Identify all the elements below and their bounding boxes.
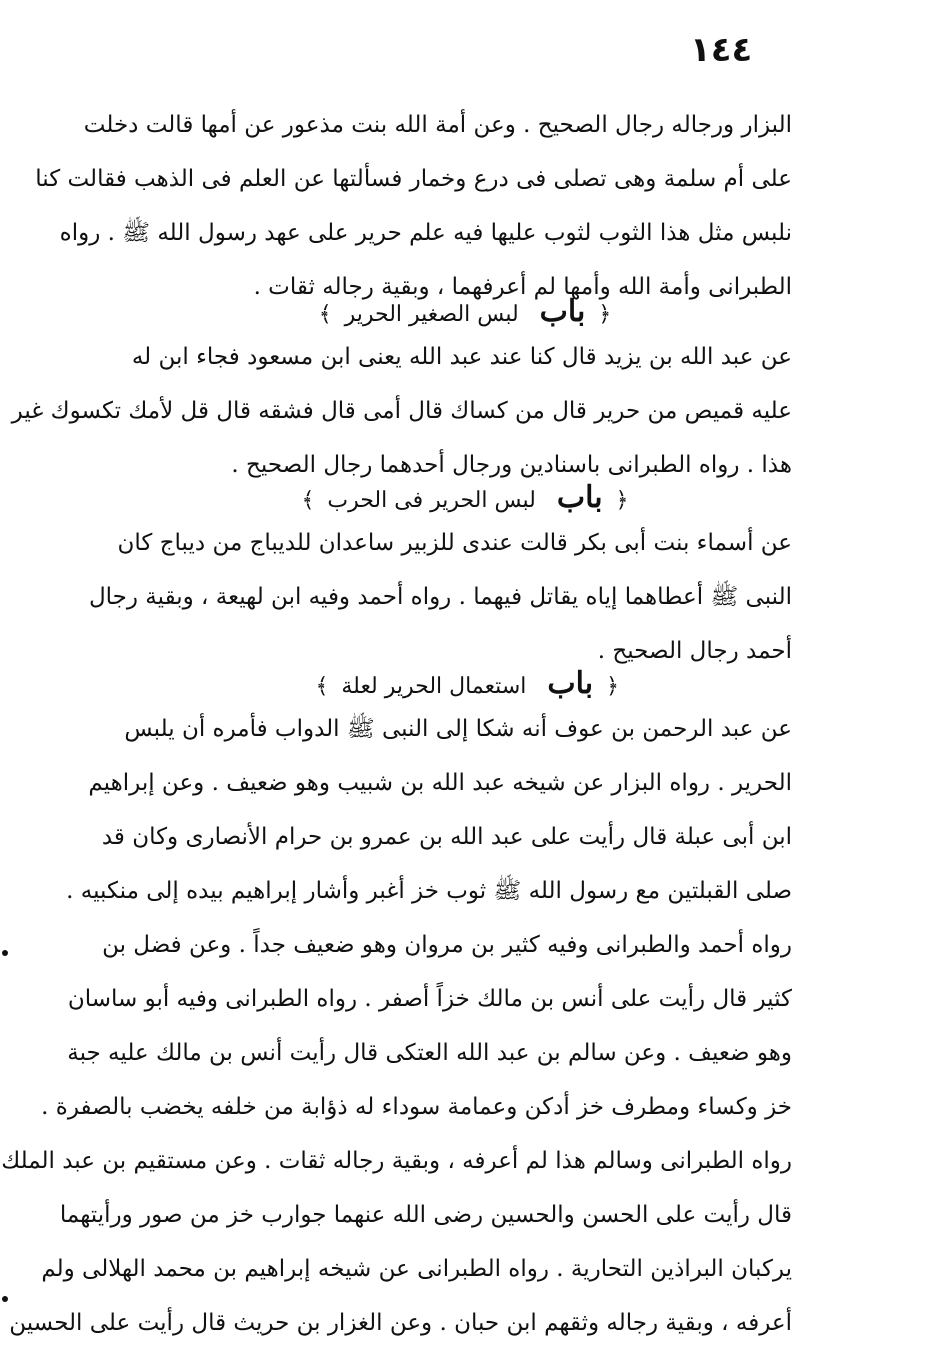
heading-bab: باب <box>547 666 594 701</box>
section-heading <box>295 478 635 521</box>
paragraph-section-2 <box>88 516 792 678</box>
text-line: البزار ورجاله رجال الصحيح . وعن أمة الله بنت مذعور عن أمها قالت دخلت <box>83 112 792 138</box>
heading-bab: باب <box>556 480 603 515</box>
text-line: أعرفه ، وبقية رجاله وثقهم ابن حبان . وعن الغزار بن حريث قال رأيت على الحسين <box>9 1310 792 1336</box>
heading-open-bracket: ﴿ <box>606 674 619 699</box>
paragraph-section-1 <box>11 330 792 492</box>
text-line: على أم سلمة وهى تصلى فى درع وخمار فسألتها عن العلم فى الذهب فقالت كنا <box>35 166 792 192</box>
text-line: ابن أبى عبلة قال رأيت على عبد الله بن عمرو بن حرام الأنصارى وكان قد <box>101 824 792 850</box>
section-heading <box>300 292 630 335</box>
text-line: عن أسماء بنت أبى بكر قالت عندى للزبير ساعدان للديباج من ديباج كان <box>117 530 792 556</box>
heading-close-bracket: ﴾ <box>318 302 332 327</box>
scan-artifact-dot <box>2 950 8 956</box>
text-line: نلبس مثل هذا الثوب لثوب عليها فيه علم حرير على عهد رسول الله ﷺ . رواه <box>59 220 792 246</box>
text-line: قال رأيت على الحسن والحسين رضى الله عنهما جوارب خز من صور ورأيتهما <box>59 1202 792 1228</box>
text-line: عن عبد الله بن يزيد قال كنا عند عبد الله يعنى ابن مسعود فجاء ابن له <box>131 344 792 370</box>
heading-open-bracket: ﴿ <box>598 302 612 327</box>
text-line: الحرير . رواه البزار عن شيخه عبد الله بن شبيب وهو ضعيف . وعن إبراهيم <box>88 770 792 796</box>
text-line: كثير قال رأيت على أنس بن مالك خزاً أصفر . رواه الطبرانى وفيه أبو ساسان <box>67 986 792 1012</box>
text-line: عن عبد الرحمن بن عوف أنه شكا إلى النبى ﷺ الدواب فأمره أن يلبس <box>124 716 792 742</box>
text-line: هذا . رواه الطبرانى باسنادين ورجال أحدهما رجال الصحيح . <box>231 452 792 478</box>
section-heading <box>315 664 625 707</box>
paragraph-section-3 <box>1 702 792 1350</box>
heading-bab: باب <box>539 294 586 329</box>
text-line: الطبرانى وأمة الله وأمها لم أعرفهما ، وبقية رجاله ثقات . <box>253 274 792 300</box>
text-line: يركبان البراذين التحارية . رواه الطبرانى عن شيخه إبراهيم بن محمد الهلالى ولم <box>41 1256 792 1282</box>
heading-open-bracket: ﴿ <box>615 488 629 513</box>
text-line: رواه أحمد والطبرانى وفيه كثير بن مروان وهو ضعيف جداً . وعن فضل بن <box>102 932 792 958</box>
heading-title: استعمال الحرير لعلة <box>341 674 527 699</box>
text-line: خز وكساء ومطرف خز أدكن وعمامة سوداء له ذؤابة من خلفه يخضب بالصفرة . <box>41 1094 792 1120</box>
heading-title: لبس الحرير فى الحرب <box>327 488 536 513</box>
heading-close-bracket: ﴾ <box>315 674 329 699</box>
text-line: عليه قميص من حرير قال من كساك قال أمى قال فشقه قال قل لأمك تكسوك غير <box>11 398 792 424</box>
page-number: ١٤٤ <box>690 30 753 70</box>
heading-title: لبس الصغير الحرير <box>344 302 519 327</box>
scan-artifact-dot <box>2 1296 8 1302</box>
text-line: وهو ضعيف . وعن سالم بن عبد الله العتكى قال رأيت أنس بن مالك عليه جبة <box>67 1040 792 1066</box>
text-line: رواه الطبرانى وسالم هذا لم أعرفه ، وبقية رجاله ثقات . وعن مستقيم بن عبد الملك <box>1 1148 792 1174</box>
text-line: صلى القبلتين مع رسول الله ﷺ ثوب خز أغبر وأشار إبراهيم بيده إلى منكبيه . <box>66 878 792 904</box>
heading-close-bracket: ﴾ <box>301 488 315 513</box>
text-line: أحمد رجال الصحيح . <box>597 638 792 664</box>
text-line: النبى ﷺ أعطاهما إياه يقاتل فيهما . رواه أحمد وفيه ابن لهيعة ، وبقية رجال <box>88 584 792 610</box>
paragraph-intro <box>35 98 792 314</box>
